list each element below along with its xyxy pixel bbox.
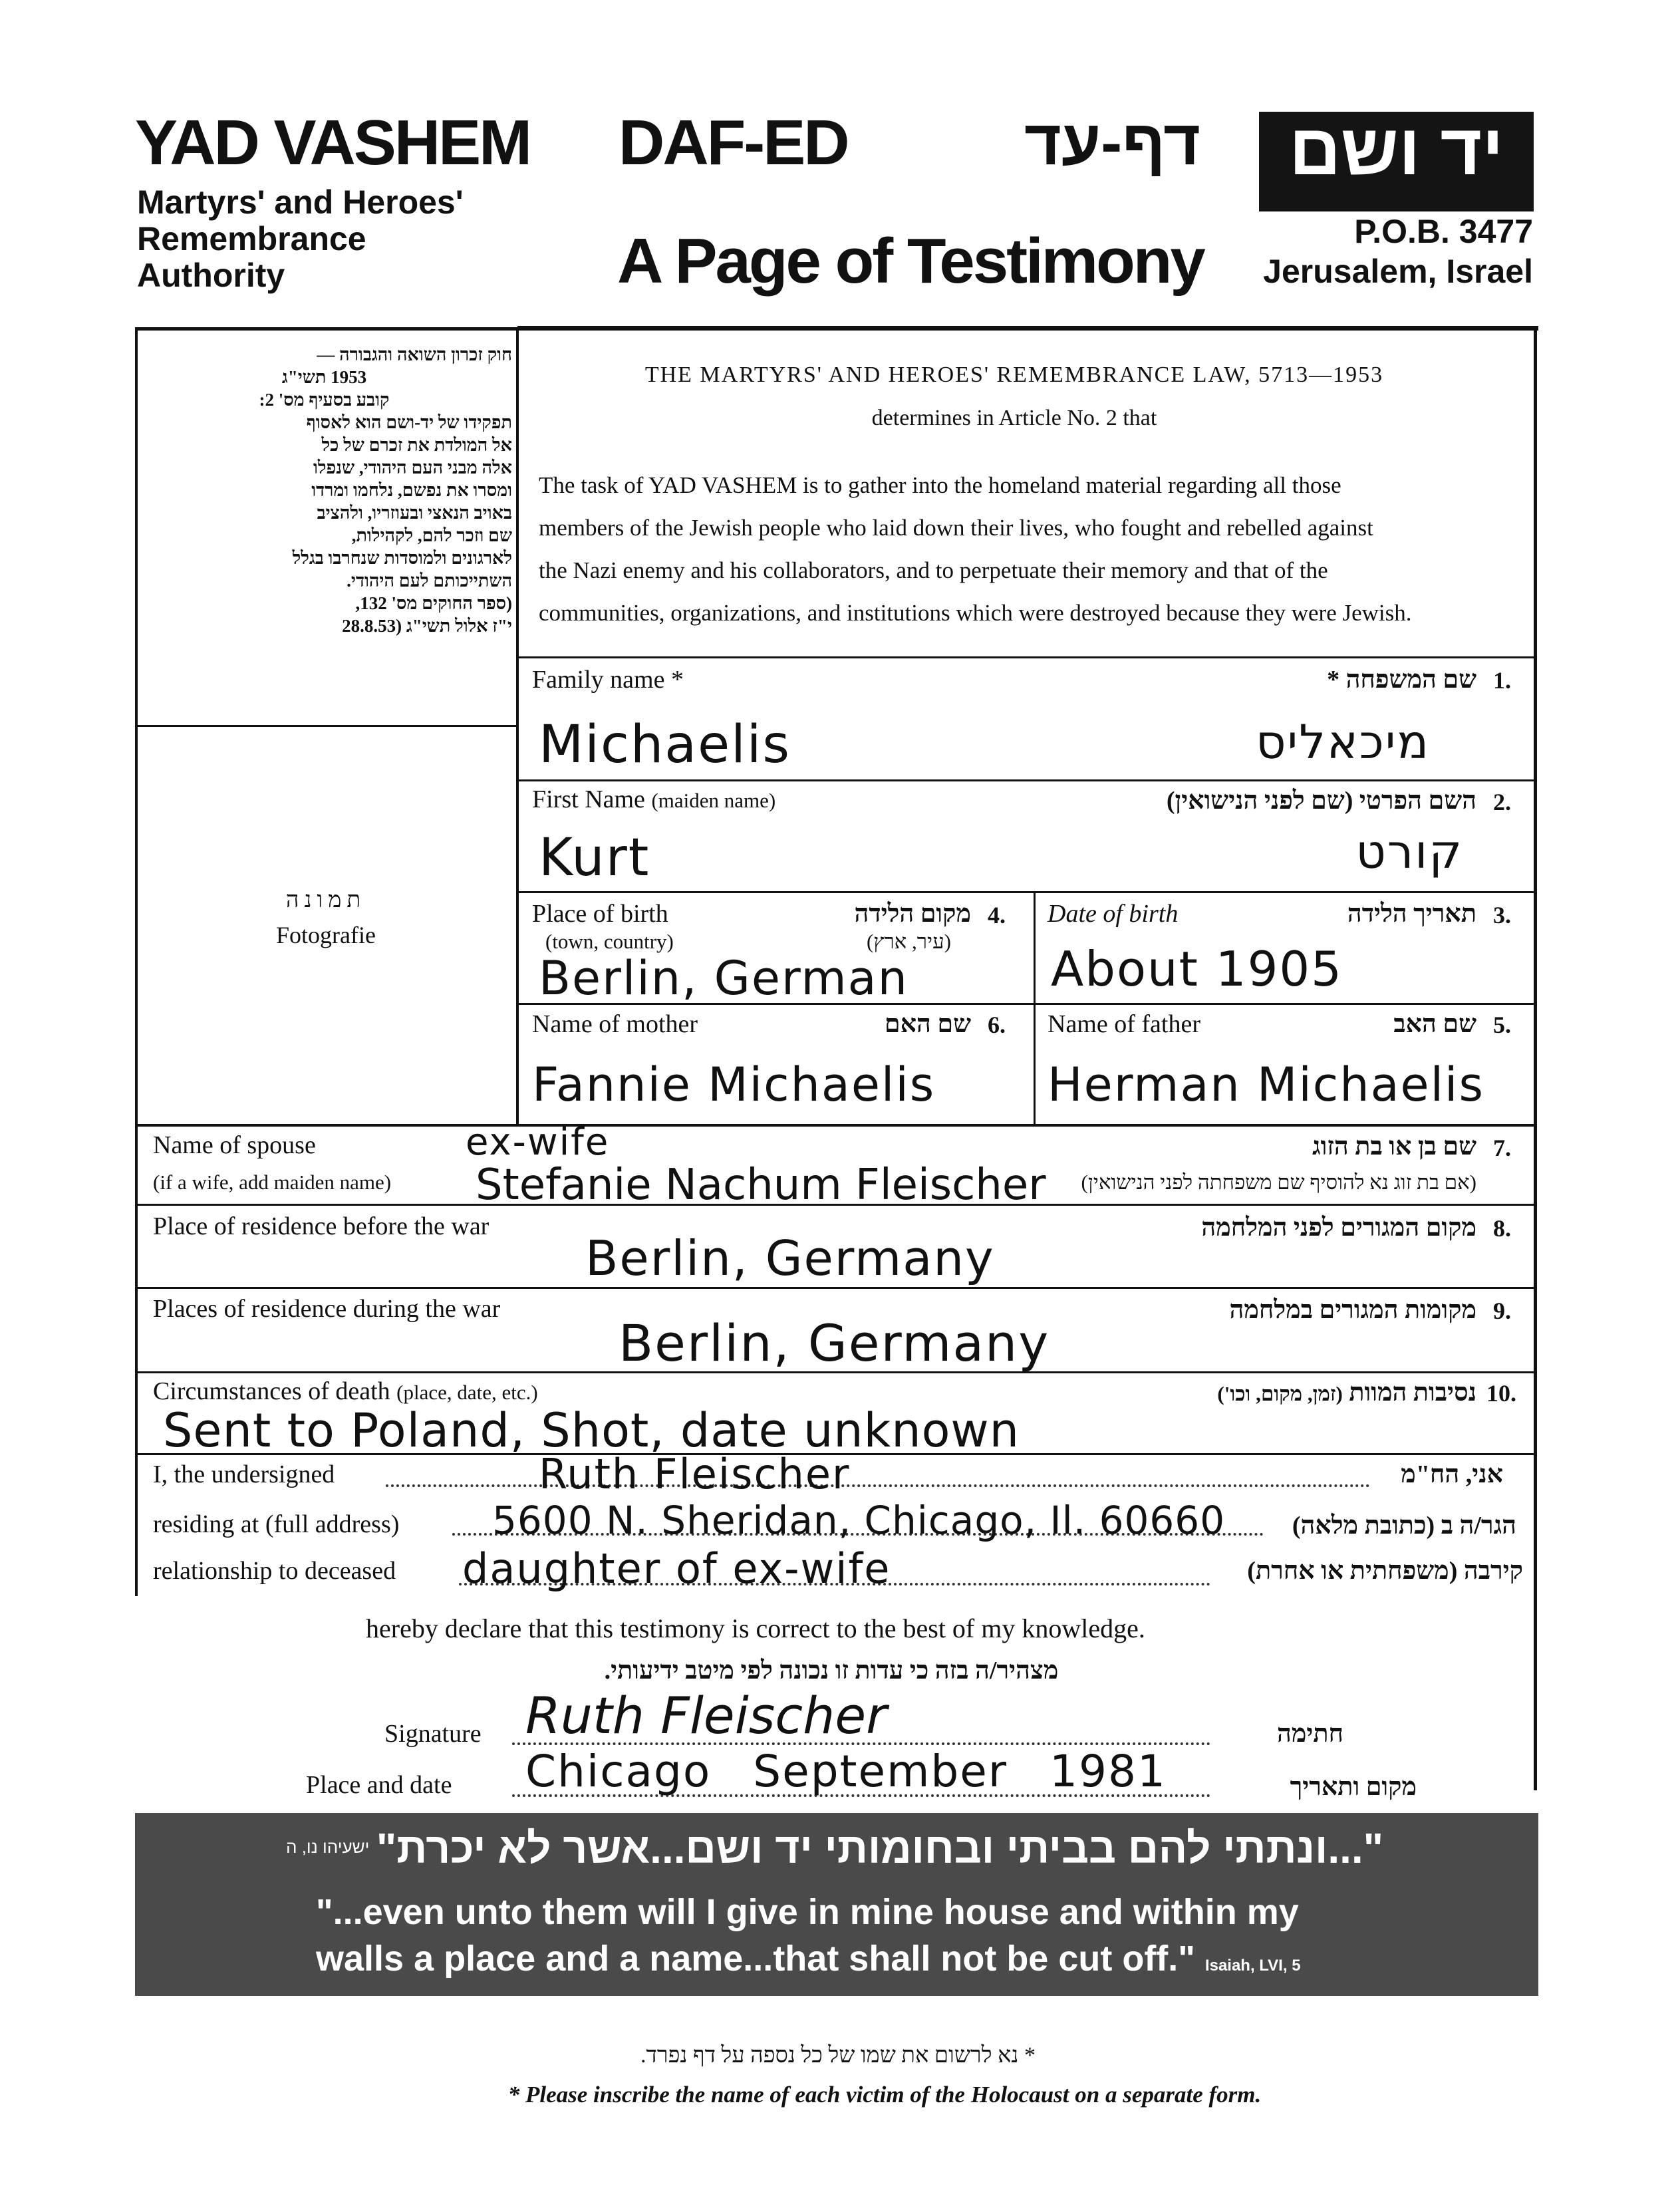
org-subtitle-line: Remembrance bbox=[137, 220, 366, 257]
place-of-birth-note-hebrew: (עיר, ארץ) bbox=[866, 930, 951, 953]
law-hebrew-line: קובע בסעיף מס' 2: bbox=[259, 390, 390, 410]
field-number: 9. bbox=[1493, 1298, 1511, 1324]
spouse-label-note: (if a wife, add maiden name) bbox=[153, 1170, 392, 1194]
form-title: DAF-ED bbox=[619, 107, 848, 178]
address-value[interactable]: 5600 N. Sheridan, Chicago, Il. 60660 bbox=[492, 1498, 1226, 1543]
first-name-label bbox=[532, 785, 775, 814]
residence-during-label: Places of residence during the war bbox=[153, 1295, 501, 1323]
residence-before-label: Place of residence before the war bbox=[153, 1212, 490, 1240]
circumstances-label bbox=[153, 1377, 538, 1406]
undersigned-name-value[interactable]: Ruth Fleischer bbox=[539, 1450, 851, 1498]
field-number: 7. bbox=[1493, 1135, 1511, 1161]
banner-quote-hebrew: "...ונתתי להם בביתי ובחומותי יד ושם...אשר לא יכרת" bbox=[376, 1824, 1383, 1872]
field-number: 2. bbox=[1493, 789, 1511, 815]
law-hebrew-line: שם וזכר להם, לקהילות, bbox=[351, 525, 512, 545]
father-value[interactable]: Herman Michaelis bbox=[1048, 1057, 1484, 1112]
circumstances-label-note-hebrew: (זמן, מקום, וכו') bbox=[1217, 1382, 1343, 1405]
photo-label-hebrew: תמונה bbox=[285, 888, 366, 912]
circumstances-label-note: (place, date, etc.) bbox=[396, 1381, 538, 1404]
rule-6 bbox=[135, 1287, 1537, 1289]
banner-ref-hebrew: ישעיהו נו, ה bbox=[286, 1837, 370, 1857]
law-body-line: the Nazi enemy and his collaborators, and to perpetuate their memory and that of the bbox=[539, 557, 1328, 583]
address-block bbox=[1250, 211, 1533, 291]
mother-label: Name of mother bbox=[532, 1010, 698, 1038]
spouse-label: Name of spouse bbox=[153, 1131, 316, 1159]
place-date-label: Place and date bbox=[306, 1771, 452, 1799]
rule-mid-col bbox=[1034, 891, 1036, 1125]
field-number: 1. bbox=[1493, 667, 1511, 694]
signature-label: Signature bbox=[384, 1720, 482, 1748]
undersigned-label: I, the undersigned bbox=[153, 1460, 335, 1488]
form-title-hebrew: דף-עד bbox=[1024, 107, 1200, 178]
banner-quote-text: walls a place and a name...that shall not be cut off." bbox=[316, 1939, 1195, 1979]
relationship-label-hebrew: קירבה (משפחתית או אחרת) bbox=[1247, 1557, 1523, 1585]
law-hebrew-line: 1953 תשי"ג bbox=[281, 367, 367, 387]
residence-during-value[interactable]: Berlin, Germany bbox=[619, 1313, 1050, 1373]
law-hebrew-line: באויב הנאצי ובעוזריו, ולהציב bbox=[317, 503, 512, 523]
org-subtitle-line: Martyrs' and Heroes' bbox=[137, 184, 464, 221]
law-body-line: communities, organizations, and institutions which were destroyed because they were Jewish. bbox=[539, 600, 1412, 626]
law-body bbox=[539, 464, 1523, 634]
law-hebrew-line: (ספר החוקים מס' 132, bbox=[355, 593, 512, 613]
field-number: 4. bbox=[988, 902, 1006, 928]
family-name-label: Family name * bbox=[532, 666, 684, 694]
declaration-text: hereby declare that this testimony is correct to the best of my knowledge. bbox=[366, 1613, 1145, 1643]
city: Jerusalem, Israel bbox=[1263, 253, 1533, 290]
circumstances-label-hebrew bbox=[1117, 1378, 1476, 1407]
signature-value[interactable]: Ruth Fleischer bbox=[525, 1686, 887, 1745]
circumstances-label-hebrew-text: נסיבות המוות bbox=[1349, 1379, 1476, 1407]
field-number: 3. bbox=[1493, 902, 1511, 928]
logo-hebrew: יד ושם bbox=[1289, 109, 1504, 190]
law-hebrew-line: לארגונים ולמוסדות שנחרבו בגלל bbox=[292, 548, 512, 568]
place-of-birth-note: (town, country) bbox=[545, 930, 674, 953]
spouse-label-note-hebrew: (אם בת זוג נא להוסיף שם משפחתה לפני הנישואין) bbox=[1081, 1170, 1476, 1194]
law-body-line: members of the Jewish people who laid down their lives, who fought and rebelled against bbox=[539, 515, 1373, 541]
frame-top-inner bbox=[517, 326, 1538, 328]
date-of-birth-label-hebrew: תאריך הלידה bbox=[1347, 900, 1476, 928]
org-subtitle bbox=[137, 184, 464, 294]
frame-right bbox=[1534, 327, 1537, 1790]
residing-label-hebrew: הגר/ה ב (כתובת מלאה) bbox=[1292, 1512, 1516, 1540]
date-of-birth-label: Date of birth bbox=[1048, 900, 1179, 928]
law-hebrew-line: אל המולדת את זכרם של כל bbox=[321, 435, 512, 455]
law-text-hebrew bbox=[136, 343, 512, 637]
circumstances-label-text: Circumstances of death bbox=[153, 1377, 390, 1405]
law-hebrew-line: ומסרו את נפשם, נלחמו ומרדו bbox=[311, 480, 512, 500]
footer-note-hebrew: * נא לרשום את שמו של כל נספה על דף נפרד. bbox=[640, 2043, 1036, 2068]
rule-2 bbox=[517, 891, 1535, 893]
spouse-label-hebrew: שם בן או בת הזוג bbox=[1312, 1133, 1476, 1161]
first-name-value[interactable]: Kurt bbox=[539, 828, 650, 888]
photo-label: Fotografie bbox=[276, 922, 376, 948]
rule-4 bbox=[135, 1124, 1537, 1127]
first-name-label-text: First Name bbox=[532, 785, 645, 813]
law-hebrew-line: השתייכותם לעם היהודי. bbox=[347, 571, 512, 591]
father-label: Name of father bbox=[1048, 1010, 1200, 1038]
rule-1 bbox=[517, 779, 1535, 781]
family-name-value-hebrew[interactable]: מיכאליס bbox=[1256, 715, 1430, 769]
family-name-value[interactable]: Michaelis bbox=[539, 715, 791, 775]
banner-ref: Isaiah, LVI, 5 bbox=[1204, 1957, 1301, 1975]
frame-left-lower bbox=[135, 1124, 138, 1596]
field-number: 6. bbox=[988, 1012, 1006, 1038]
relationship-value[interactable]: daughter of ex-wife bbox=[462, 1544, 891, 1593]
law-box-bottom bbox=[135, 725, 517, 727]
field-number: 8. bbox=[1493, 1215, 1511, 1242]
residence-during-label-hebrew: מקומות המגורים במלחמה bbox=[1229, 1296, 1476, 1324]
field-number: 10. bbox=[1486, 1380, 1516, 1407]
place-of-birth-value[interactable]: Berlin, German bbox=[539, 951, 909, 1006]
first-name-label-hebrew: השם הפרטי (שם לפני הנישואין) bbox=[1166, 787, 1476, 815]
field-number: 5. bbox=[1493, 1012, 1511, 1038]
law-hebrew-line: חוק זכרון השואה והגבורה — bbox=[317, 344, 512, 364]
form-subtitle: A Page of Testimony bbox=[617, 225, 1204, 297]
place-of-birth-label-hebrew: מקום הלידה bbox=[854, 900, 971, 928]
relationship-label: relationship to deceased bbox=[153, 1557, 396, 1585]
rule-law-bottom bbox=[517, 656, 1535, 658]
footer-note: * Please inscribe the name of each victim of the Holocaust on a separate form. bbox=[507, 2082, 1262, 2108]
signature-label-hebrew: חתימה bbox=[1276, 1720, 1343, 1748]
banner-quote-line: "...even unto them will I give in mine house and within my bbox=[316, 1892, 1299, 1932]
mother-value[interactable]: Fannie Michaelis bbox=[532, 1057, 936, 1112]
residing-label: residing at (full address) bbox=[153, 1510, 400, 1538]
residence-before-label-hebrew: מקום המגורים לפני המלחמה bbox=[1201, 1214, 1476, 1242]
place-date-label-hebrew: מקום ותאריך bbox=[1290, 1773, 1417, 1801]
law-subtitle: determines in Article No. 2 that bbox=[871, 406, 1157, 430]
law-hebrew-line: תפקידו של יד-ושם הוא לאסוף bbox=[306, 412, 512, 432]
place-of-birth-label: Place of birth bbox=[532, 900, 668, 928]
law-title: THE MARTYRS' AND HEROES' REMEMBRANCE LAW, 5713—1953 bbox=[644, 362, 1384, 387]
org-subtitle-line: Authority bbox=[137, 257, 285, 294]
circumstances-value[interactable]: Sent to Poland, Shot, date unknown bbox=[163, 1403, 1020, 1458]
first-name-label-note: (maiden name) bbox=[651, 789, 776, 812]
law-hebrew-line: י"ז אלול תשי"ג (28.8.53 bbox=[342, 616, 512, 636]
father-label-hebrew: שם האב bbox=[1393, 1010, 1476, 1038]
mother-label-hebrew: שם האם bbox=[884, 1010, 971, 1038]
banner-quote bbox=[316, 1889, 1513, 1989]
spouse-value[interactable]: Stefanie Nachum Fleischer bbox=[476, 1161, 1046, 1210]
family-name-label-hebrew: שם המשפחה * bbox=[1327, 666, 1476, 694]
pob: P.O.B. 3477 bbox=[1354, 213, 1533, 250]
residence-before-value[interactable]: Berlin, Germany bbox=[585, 1230, 995, 1286]
undersigned-line bbox=[386, 1484, 1370, 1487]
law-body-line: The task of YAD VASHEM is to gather into the homeland material regarding all those bbox=[539, 472, 1341, 498]
first-name-value-hebrew[interactable]: קורט bbox=[1355, 825, 1463, 879]
declaration-text-hebrew: מצהיר/ה בזה כי עדות זו נכונה לפי מיטב ידיעותי. bbox=[604, 1657, 1059, 1685]
law-hebrew-line: אלה מבני העם היהודי, שנפלו bbox=[313, 458, 512, 478]
undersigned-label-hebrew: אני, הח"מ bbox=[1401, 1460, 1503, 1488]
place-date-value[interactable]: Chicago September 1981 bbox=[525, 1746, 1167, 1797]
date-of-birth-value[interactable]: About 1905 bbox=[1051, 941, 1343, 997]
org-title: YAD VASHEM bbox=[135, 107, 531, 178]
banner-quote-line bbox=[316, 1935, 1513, 1989]
spouse-note-value[interactable]: ex-wife bbox=[466, 1121, 610, 1164]
